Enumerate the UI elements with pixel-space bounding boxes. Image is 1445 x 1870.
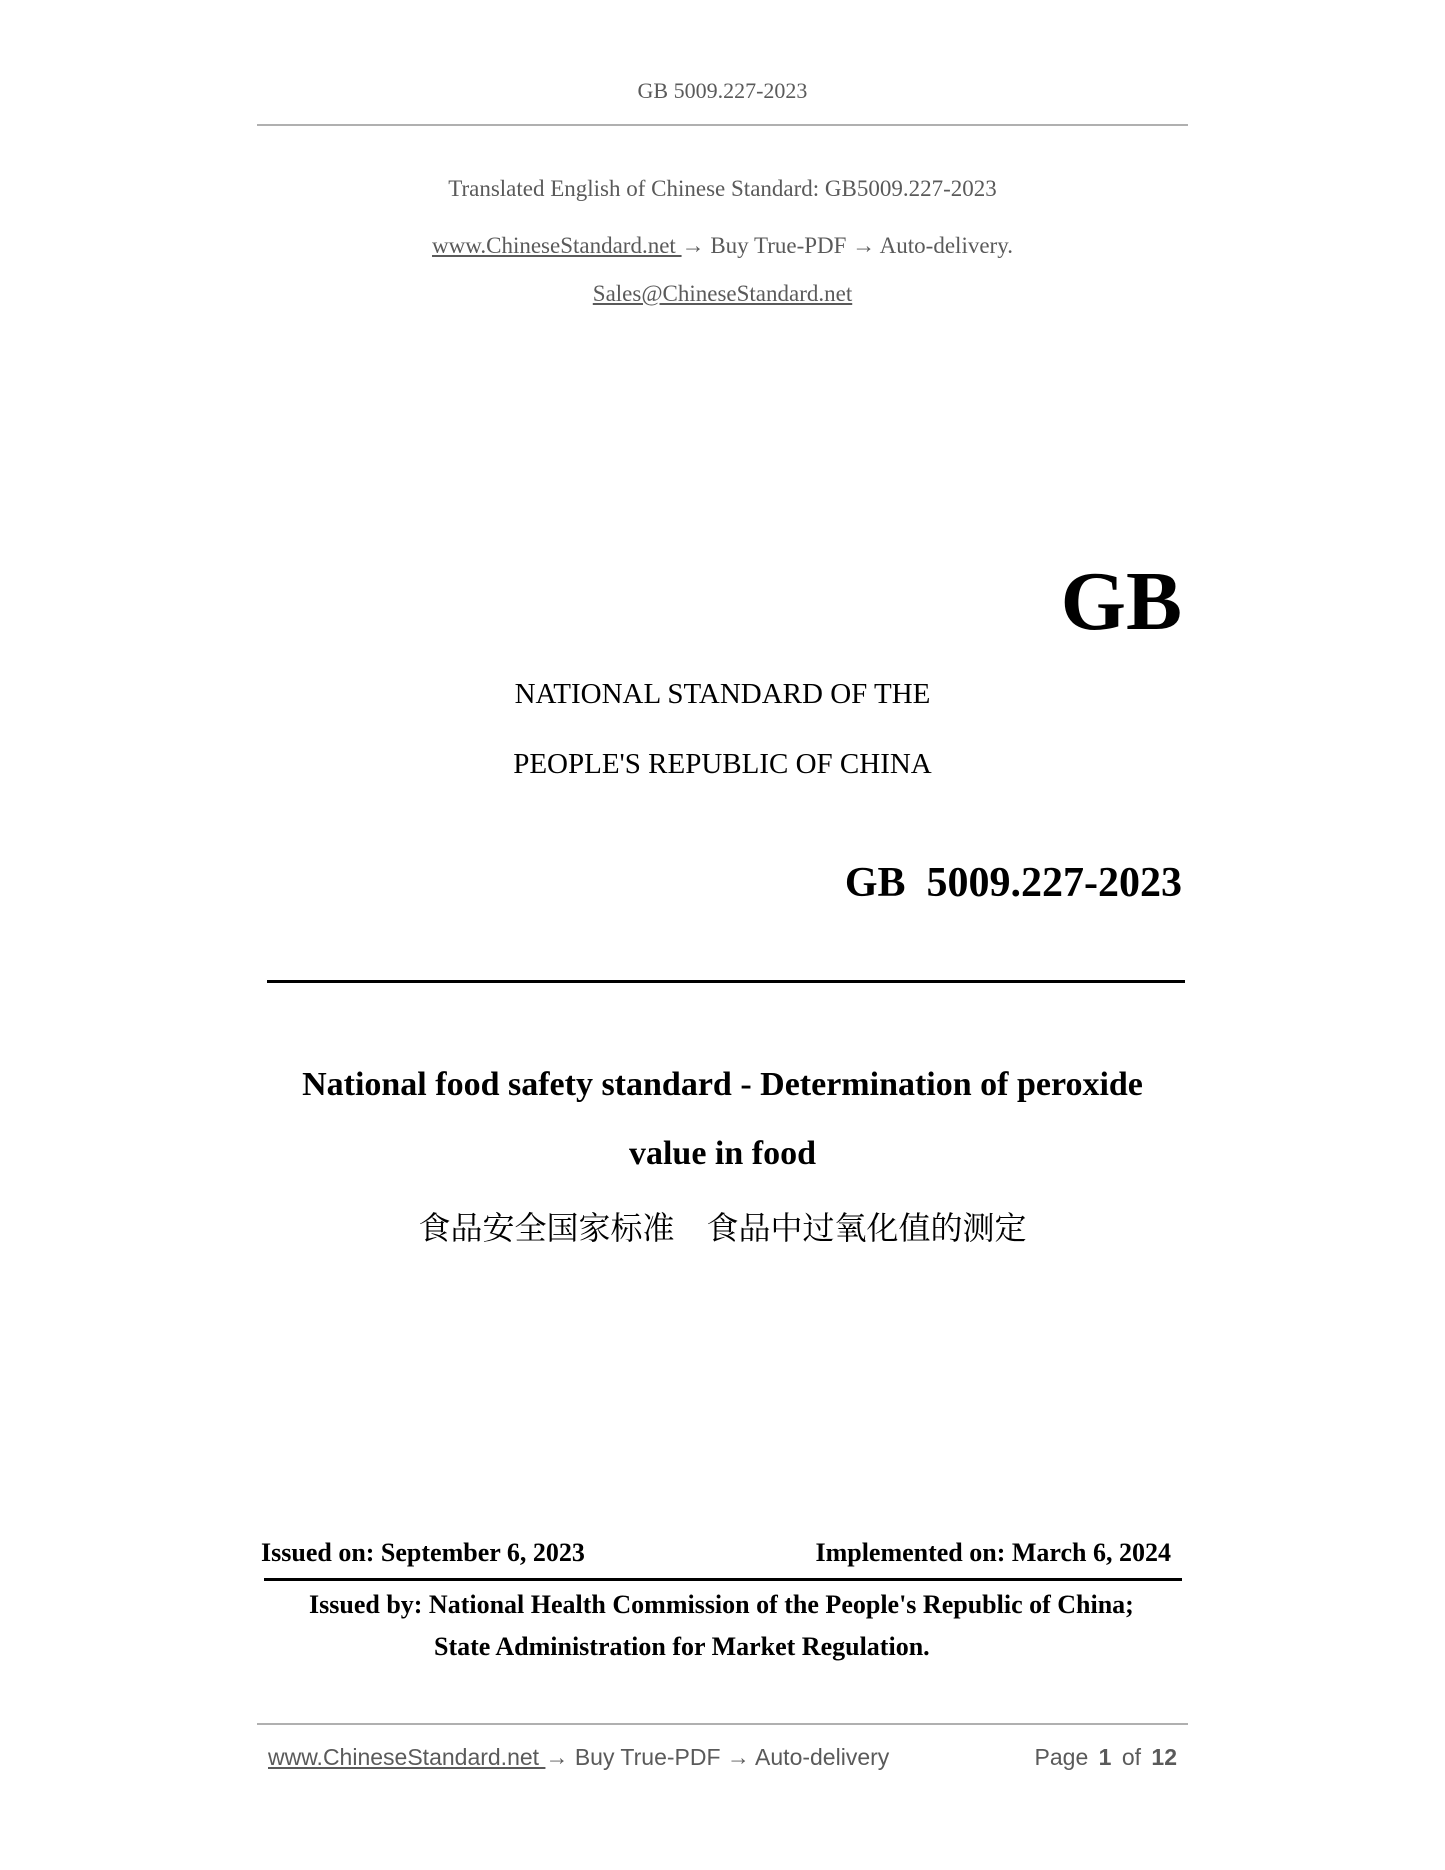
national-standard-line2: PEOPLE'S REPUBLIC OF CHINA	[513, 748, 932, 780]
arrow-right-icon: →	[852, 233, 876, 258]
footer-buy-text: Buy True-PDF	[568, 1744, 727, 1770]
header-doc-number: GB 5009.227-2023	[637, 78, 808, 103]
footer-delivery-text: Auto-delivery	[749, 1744, 890, 1770]
delivery-text: Auto-delivery.	[875, 233, 1013, 258]
standard-number: GB 5009.227-2023	[844, 860, 1182, 906]
arrow-right-icon: →	[726, 1744, 750, 1770]
issued-on: Issued on: September 6, 2023	[261, 1538, 585, 1567]
issued-divider	[264, 1578, 1182, 1581]
title-en-line2: value in food	[628, 1135, 817, 1172]
header-divider	[257, 124, 1188, 126]
arrow-right-icon: →	[681, 233, 705, 258]
page-total: 12	[1151, 1744, 1177, 1770]
arrow-right-icon: →	[545, 1744, 569, 1770]
page-label: Page	[1034, 1744, 1089, 1770]
implemented-on: Implemented on: March 6, 2024	[815, 1538, 1171, 1567]
footer-divider	[257, 1723, 1188, 1725]
buy-text: Buy True-PDF	[704, 233, 853, 258]
cover-divider	[267, 980, 1185, 983]
national-standard-line1: NATIONAL STANDARD OF THE	[514, 678, 931, 710]
of-label: of	[1121, 1744, 1142, 1770]
email-link[interactable]: Sales@ChineseStandard.net	[592, 281, 853, 306]
footer-site-link[interactable]: www.ChineseStandard.net	[268, 1744, 546, 1770]
footer-promo	[268, 1744, 889, 1771]
gb-mark: GB	[1060, 555, 1182, 648]
page-indicator	[1035, 1744, 1177, 1771]
page-current: 1	[1098, 1744, 1112, 1770]
promo-link-line	[0, 233, 1445, 259]
site-link[interactable]: www.ChineseStandard.net	[432, 233, 682, 258]
title-zh: 食品安全国家标准 食品中过氧化值的测定	[418, 1209, 1027, 1247]
email-line	[0, 281, 1445, 307]
translated-text: Translated English of Chinese Standard: GB5009.227-2023	[448, 176, 997, 201]
translated-line	[0, 176, 1445, 202]
issued-by-line1: Issued by: National Health Commission of the People's Republic of China;	[309, 1590, 1134, 1619]
issued-by-line2: State Administration for Market Regulation.	[434, 1632, 930, 1661]
title-en-line1: National food safety standard - Determination of peroxide	[302, 1066, 1143, 1103]
running-header	[0, 78, 1445, 104]
